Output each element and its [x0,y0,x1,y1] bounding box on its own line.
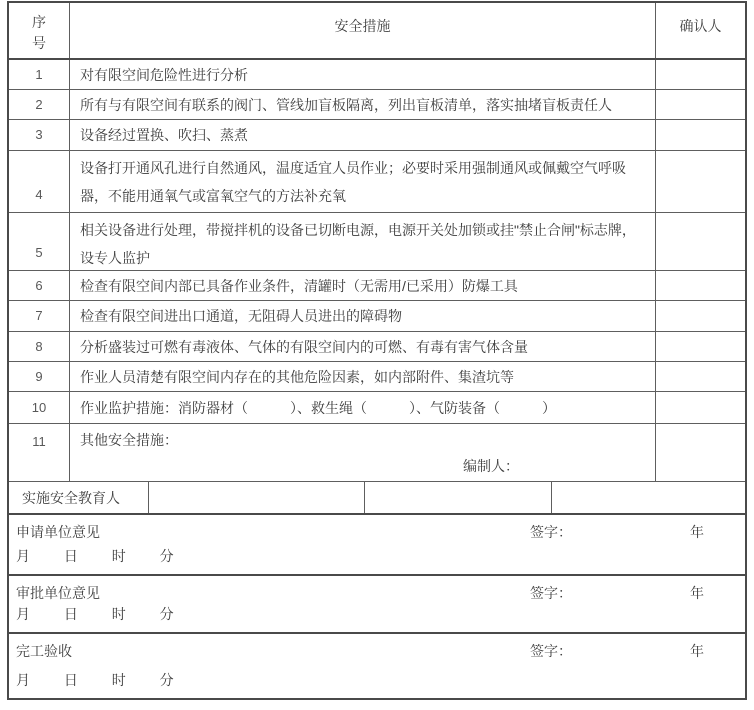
section-title: 完工验收 [16,643,72,659]
row-number: 1 [9,60,70,89]
date-line [9,547,745,565]
minute-label: 分 [159,548,174,564]
confirm-cell-empty [656,332,745,361]
table-row-9 [9,362,745,392]
row-number: 9 [9,362,70,391]
month-label: 月 [16,606,30,622]
date-line [9,605,745,623]
day-label: 日 [63,606,78,622]
month-label: 月 [16,548,30,564]
minute-label: 分 [159,606,174,622]
other-measures-cell [70,424,656,481]
completion-line [9,642,745,660]
month-label: 月 [16,672,30,688]
row-number: 5 [9,213,70,270]
table-row-2 [9,90,745,120]
confirm-cell-empty [656,60,745,89]
row-number: 8 [9,332,70,361]
table-row-8 [9,332,745,362]
confirm-cell-empty [656,151,745,212]
year-label: 年 [690,585,704,601]
confirm-cell-empty [656,362,745,391]
table-row-3 [9,120,745,151]
safety-measures-table [7,1,747,700]
section-approve-opinion [9,576,745,634]
row-number: 10 [9,392,70,423]
section-title: 申请单位意见 [16,524,100,540]
measure-text: 检查有限空间内部已具备作业条件，清罐时（无需用/已采用）防爆工具 [70,271,656,300]
measure-text: 作业人员清楚有限空间内存在的其他危险因素，如内部附件、集渣坑等 [70,362,656,391]
row-number: 7 [9,301,70,331]
confirm-cell-empty [656,392,745,423]
table-row-1 [9,60,745,90]
confirm-cell-empty [656,271,745,300]
header-seq-no [9,3,70,58]
education-cell-empty-1 [149,482,365,513]
minute-label: 分 [159,672,174,688]
signature-label: 签字： [530,585,572,601]
hour-label: 时 [111,606,126,622]
day-label: 日 [63,548,78,564]
measure-text: 相关设备进行处理，带搅拌机的设备已切断电源，电源开关处加锁或挂"禁止合闸"标志牌，设专人监护 [70,213,656,270]
header-confirmer: 确认人 [679,18,722,34]
confirm-cell-empty [656,424,745,481]
education-cell-empty-3 [552,482,745,513]
measure-text: 设备经过置换、吹扫、蒸煮 [70,120,656,150]
row-number: 11 [9,424,70,481]
header-safety-measures: 安全措施 [70,3,656,58]
measure-text: 作业监护措施：消防器材（ ）、救生绳（ ）、气防装备（ ） [70,392,656,423]
header-seq-line1: 序 [32,14,46,30]
date-line [9,671,745,689]
measure-text: 其他安全措施： [80,432,178,448]
approve-opinion-line [9,584,745,602]
hour-label: 时 [111,672,126,688]
measure-text: 设备打开通风孔进行自然通风，温度适宜人员作业；必要时采用强制通风或佩戴空气呼吸器，不能用通氧气或富氧空气的方法补充氧 [70,151,656,212]
year-label: 年 [690,524,704,540]
row-number: 3 [9,120,70,150]
table-row-4 [9,151,745,213]
measure-text: 检查有限空间进出口通道，无阻碍人员进出的障碍物 [70,301,656,331]
header-seq-line2: 号 [32,35,46,51]
row-number: 2 [9,90,70,119]
measure-text: 所有与有限空间有联系的阀门、管线加盲板隔离，列出盲板清单，落实抽堵盲板责任人 [70,90,656,119]
section-apply-opinion [9,515,745,576]
section-title: 审批单位意见 [16,585,100,601]
measure-text: 分析盛装过可燃有毒液体、气体的有限空间内的可燃、有毒有害气体含量 [70,332,656,361]
education-person-label: 实施安全教育人 [9,482,149,513]
compiler-label: 编制人： [463,458,519,474]
table-row-10 [9,392,745,424]
hour-label: 时 [111,548,126,564]
education-cell-empty-2 [365,482,552,513]
row-number: 6 [9,271,70,300]
table-row-6 [9,271,745,301]
signature-label: 签字： [530,524,572,540]
table-header-row [9,3,745,60]
safety-measures-form [7,1,747,700]
table-row-7 [9,301,745,332]
apply-opinion-line [9,523,745,541]
year-label: 年 [690,643,704,659]
confirm-cell-empty [656,213,745,270]
confirm-cell-empty [656,90,745,119]
measure-text: 对有限空间危险性进行分析 [70,60,656,89]
day-label: 日 [63,672,78,688]
confirm-cell-empty [656,120,745,150]
section-completion-acceptance [9,634,745,698]
table-row-11 [9,424,745,482]
safety-education-row [9,482,745,515]
row-number: 4 [9,151,70,212]
table-row-5 [9,213,745,271]
signature-label: 签字： [530,643,572,659]
confirm-cell-empty [656,301,745,331]
